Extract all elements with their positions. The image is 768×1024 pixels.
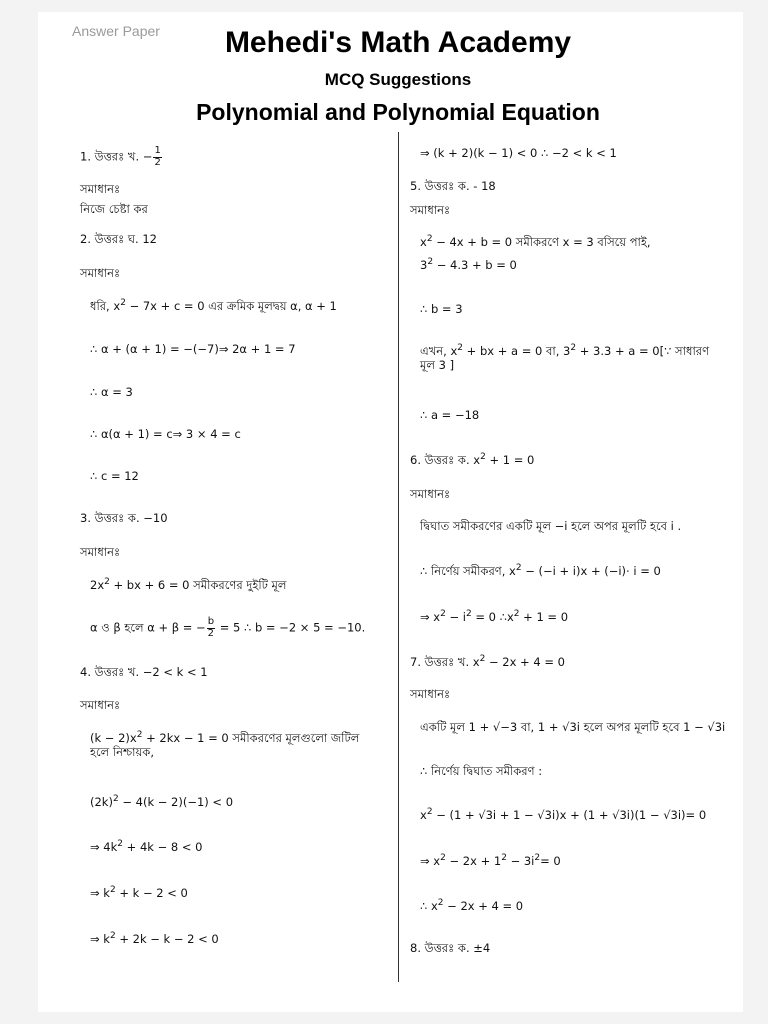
q3-line-2: α ও β হলে α + β = − $\frac{b}{2}$ = 5 ∴ b = −2 × 5 = −10. [90, 616, 366, 639]
q7-line-5: ∴ $x^2 - 2x + 4 = 0$ [420, 898, 524, 913]
q1-fraction [153, 146, 161, 168]
answer-paper-page [38, 12, 743, 1012]
q6-line-2: ∴ নির্ণেয় সমীকরণ, $x^2 - (-i + i)x + (-i)\cdot i = 0$ [420, 563, 661, 578]
q8-answer: 8. উত্তরঃ ক. ±4 [410, 941, 491, 955]
q4-line-4: ⇒ $k^2 + k - 2 < 0$ [90, 885, 188, 900]
q5-line-5: ∴ a = −18 [420, 408, 480, 422]
q2-line-2: ∴ α + (α + 1) = −(−7)⇒ 2α + 1 = 7 [90, 342, 296, 356]
q5-solution-label: সমাধানঃ [410, 203, 451, 217]
q5-line-3: ∴ b = 3 [420, 302, 463, 316]
q1-solution-line: নিজে চেষ্টা কর [80, 202, 148, 216]
answer-paper-label: Answer Paper [72, 23, 160, 39]
q1-answer [80, 146, 380, 168]
q4-answer: 4. উত্তরঃ খ. −2 < k < 1 [80, 665, 208, 679]
q5-line-1: $x^2 - 4x + b = 0$ সমীকরণে x = 3 বসিয়ে পাই, [420, 234, 651, 249]
academy-title: Mehedi's Math Academy [224, 26, 572, 59]
q7-line-2: ∴ নির্ণেয় দ্বিঘাত সমীকরণ : [420, 764, 543, 778]
q1-fraction-denominator: 2 [154, 156, 161, 168]
chapter-title: Polynomial and Polynomial Equation [196, 99, 600, 125]
q5-line-2: $3^2 - 4.3 + b = 0$ [420, 257, 517, 272]
q7-line-3: $x^2 - (1 + √3i + 1 - √3i)x + (1 + √3i)(1 - √3i)= 0$ [420, 807, 707, 822]
q3-fraction: $\frac{b}{2}$ [207, 616, 215, 639]
mcq-subtitle: MCQ Suggestions [324, 70, 472, 89]
q4-continuation: ⇒ (k + 2)(k − 1) < 0 ∴ −2 < k < 1 [420, 146, 617, 160]
q2-line-4: ∴ α(α + 1) = c⇒ 3 × 4 = c [90, 427, 241, 441]
q4-line-1: $(k - 2)x^2 + 2kx - 1 = 0$ সমীকরণের মূলগুলো জটিল হলে নিশ্চায়ক, [90, 730, 360, 760]
q2-answer: 2. উত্তরঃ ঘ. 12 [80, 232, 157, 246]
column-divider [398, 132, 399, 982]
q7-line-1: একটি মূল 1 + √−3 বা, 1 + √3i হলে অপর মূলটি হবে 1 − √3i [420, 720, 726, 734]
q7-solution-label: সমাধানঃ [410, 687, 451, 701]
q4-line-5: ⇒ $k^2 + 2k - k - 2 < 0$ [90, 931, 219, 946]
q5-line-4: এখন, $x^2$ + bx + a = 0 বা, $3^2 + 3.3 + a$ = 0[∵ সাধারণ মূল 3 ] [420, 343, 710, 373]
q3-line-1: $2x^2$ + bx + 6 = 0 সমীকরণের দুইটি মূল [90, 577, 287, 592]
q6-solution-label: সমাধানঃ [410, 487, 451, 501]
q3-answer: 3. উত্তরঃ ক. −10 [80, 511, 168, 525]
q1-fraction-numerator: 1 [154, 145, 161, 156]
q2-line-5: ∴ c = 12 [90, 469, 139, 483]
q5-answer: 5. উত্তরঃ ক. - 18 [410, 179, 496, 193]
q3-solution-label: সমাধানঃ [80, 545, 121, 559]
q2-line-3: ∴ α = 3 [90, 385, 133, 399]
q2-line-1: ধরি, $x^2 - 7x + c = 0$ এর ক্রমিক মূলদ্বয় α, α + 1 [90, 298, 337, 313]
q1-answer-text: 1. উত্তরঃ খ. − [80, 149, 153, 164]
q6-line-3: ⇒ $x^2 - i^2 = 0$ $\therefore x^2 + 1 = 0$ [420, 609, 569, 624]
q4-line-2: $(2k)^2 - 4(k - 2)(-1) < 0$ [90, 794, 234, 809]
q1-solution-label: সমাধানঃ [80, 182, 121, 196]
q7-answer: 7. উত্তরঃ খ. $x^2 - 2x + 4 = 0$ [410, 654, 565, 669]
q4-line-3: ⇒ $4k^2 + 4k - 8 < 0$ [90, 839, 203, 854]
q6-answer: 6. উত্তরঃ ক. $x^2 + 1 = 0$ [410, 452, 535, 467]
q7-line-4: ⇒ $x^2 - 2x + 1^2 - 3i^2= 0$ [420, 853, 561, 868]
q6-line-1: দ্বিঘাত সমীকরণের একটি মূল −i হলে অপর মূলটি হবে i . [420, 519, 682, 533]
q4-solution-label: সমাধানঃ [80, 698, 121, 712]
q2-solution-label: সমাধানঃ [80, 266, 121, 280]
